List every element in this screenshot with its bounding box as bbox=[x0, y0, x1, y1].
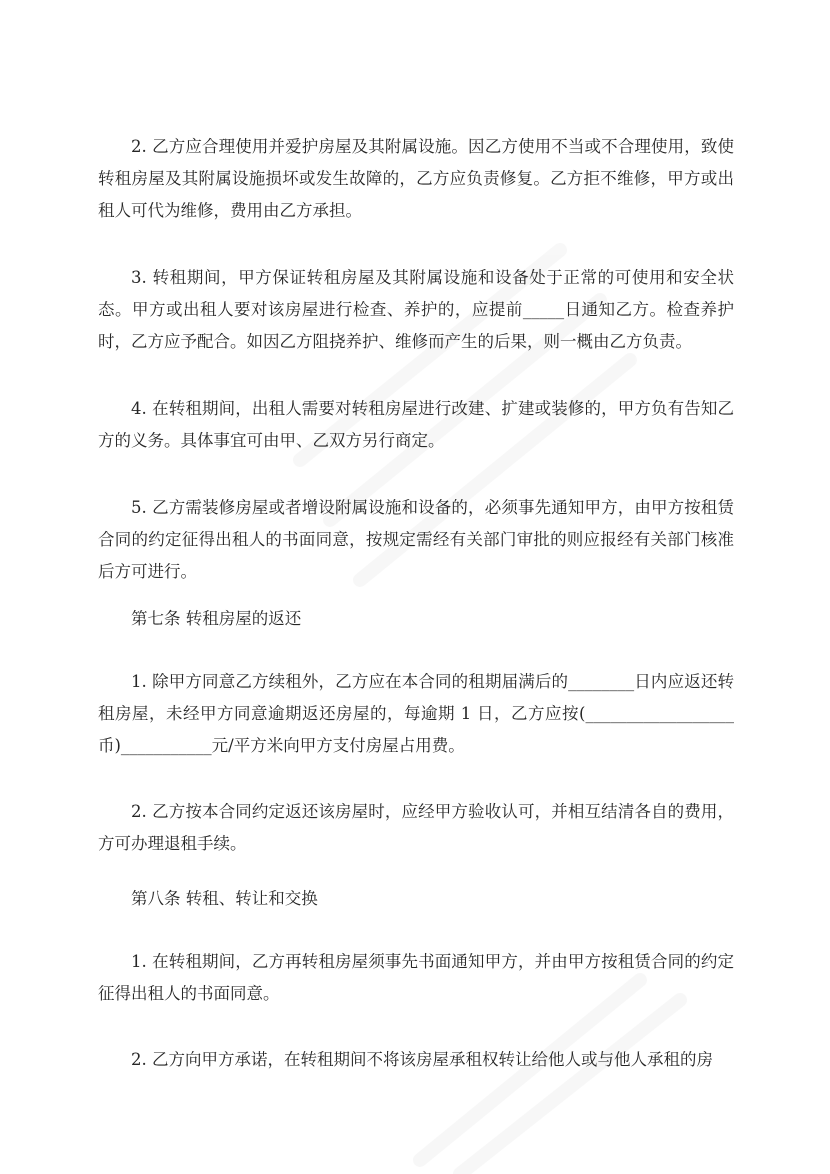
paragraph-decoration-approval: 5. 乙方需装修房屋或者增设附属设施和设备的，必须事先通知甲方，由甲方按租赁合同的约定征得出租人的书面同意，按规定需经有关部门审批的则应报经有关部门核准后方可进行。 bbox=[98, 498, 734, 581]
paragraph-return-deadline: 1. 除甲方同意乙方续租外，乙方应在本合同的租期届满后的________日内应返还转租房屋，未经甲方同意逾期返还房屋的，每逾期 1 日，乙方应按(__________________币)___________元/平方米向甲方支付房屋占用费。 bbox=[98, 672, 734, 755]
paragraph-repair-responsibility: 2. 乙方应合理使用并爱护房屋及其附属设施。因乙方使用不当或不合理使用，致使转租房屋及其附属设施损坏或发生故障的，乙方应负责修复。乙方拒不维修，甲方或出租人可代为维修，费用由乙方承担。 bbox=[98, 137, 734, 220]
paragraph-sublease-notice: 1. 在转租期间，乙方再转租房屋须事先书面通知甲方，并由甲方按租赁合同的约定征得出租人的书面同意。 bbox=[98, 952, 734, 1003]
paragraph-return-inspection: 2. 乙方按本合同约定返还该房屋时，应经甲方验收认可，并相互结清各自的费用，方可办理退租手续。 bbox=[98, 802, 734, 853]
paragraph-maintenance-inspection: 3. 转租期间，甲方保证转租房屋及其附属设施和设备处于正常的可使用和安全状态。甲方或出租人要对该房屋进行检查、养护的，应提前_____日通知乙方。检查养护时，乙方应予配合。如因乙方阻挠养护、维修而产生的后果，则一概由乙方负责。 bbox=[98, 268, 734, 351]
paragraph-transfer-promise: 2. 乙方向甲方承诺，在转租期间不将该房屋承租权转让给他人或与他人承租的房 bbox=[131, 1050, 713, 1069]
paragraph-renovation-notice: 4. 在转租期间，出租人需要对转租房屋进行改建、扩建或装修的，甲方负有告知乙方的义务。具体事宜可由甲、乙双方另行商定。 bbox=[98, 399, 734, 450]
section-heading-article-8: 第八条 转租、转让和交换 bbox=[131, 889, 318, 908]
section-heading-article-7: 第七条 转租房屋的返还 bbox=[131, 609, 302, 628]
